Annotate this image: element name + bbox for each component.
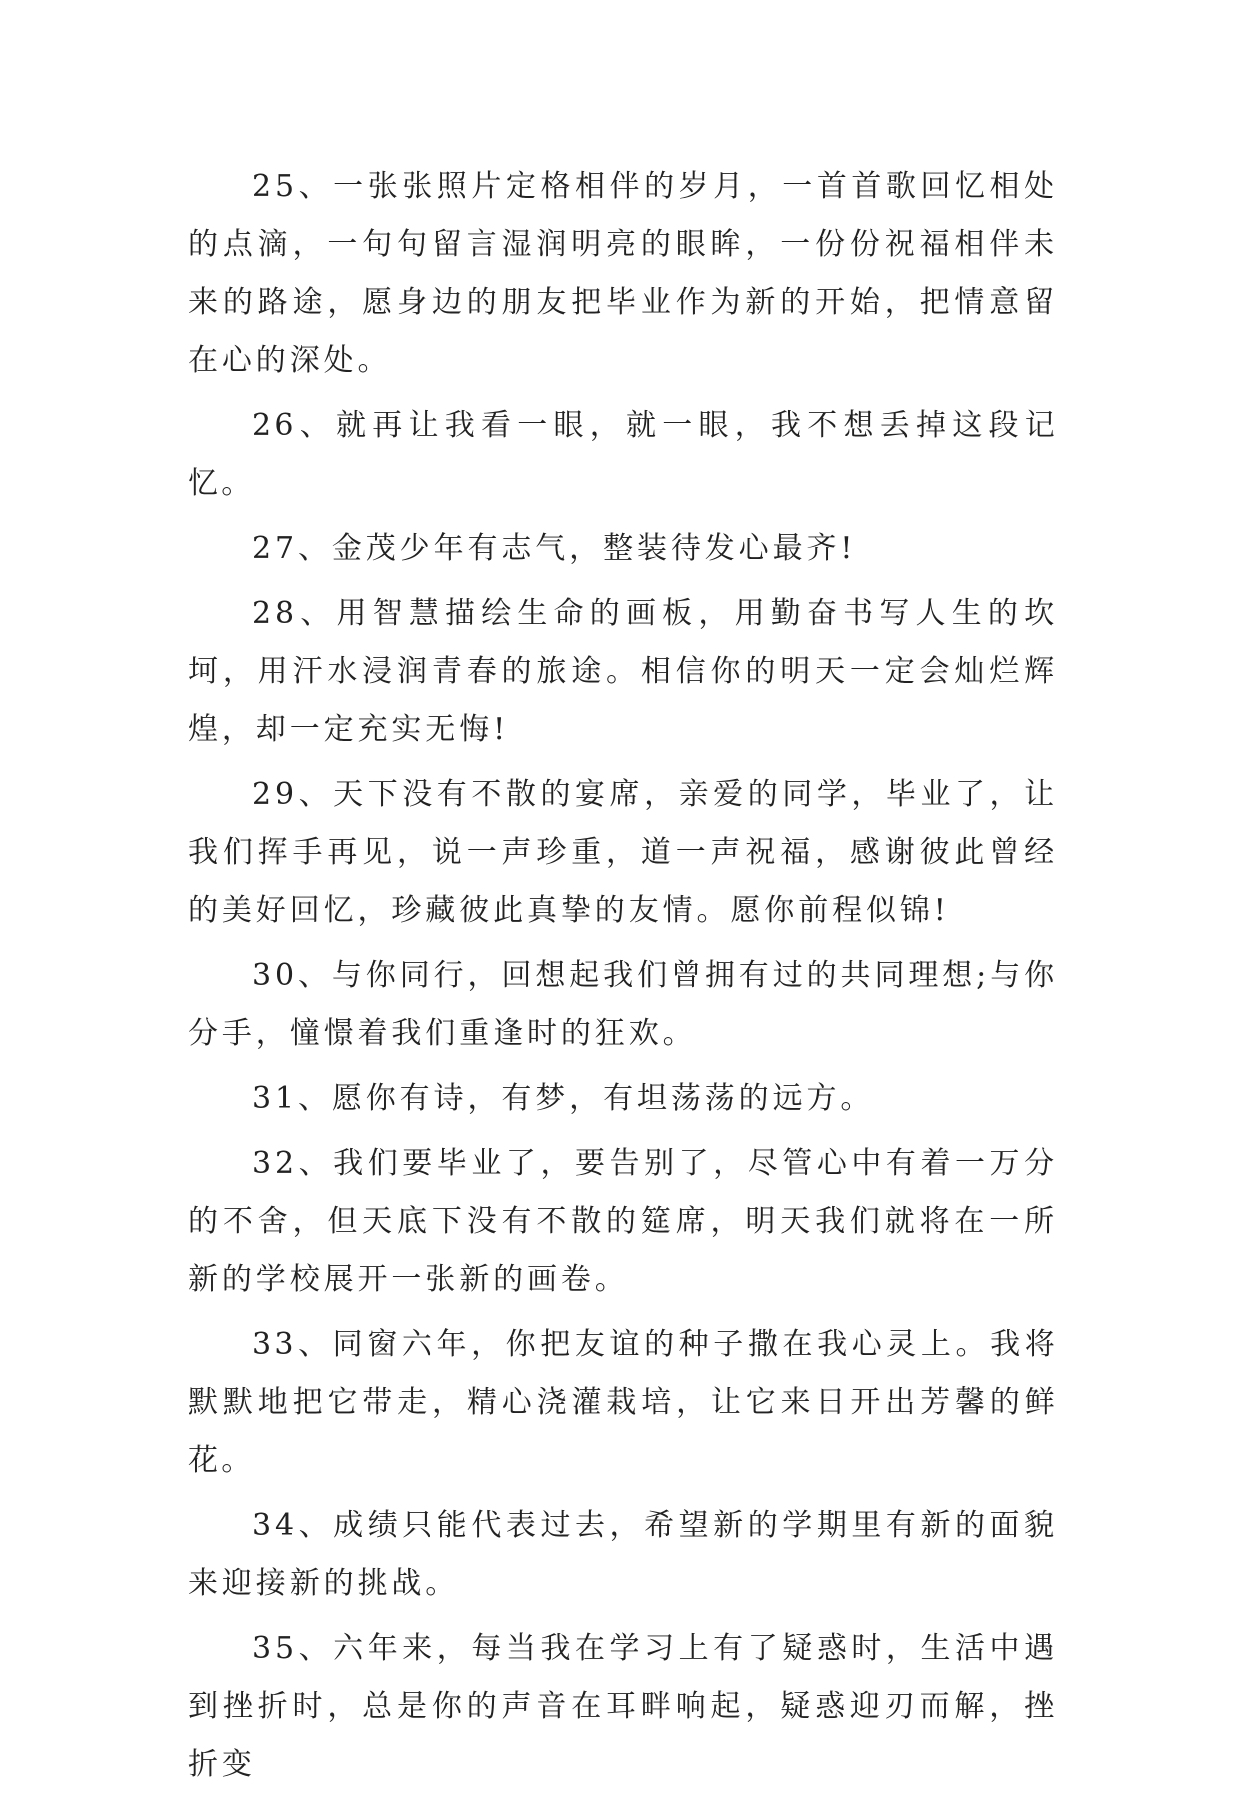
paragraph-27: 27、金茂少年有志气，整装待发心最齐!	[252, 531, 857, 566]
paragraph-30: 30、与你同行，回想起我们曾拥有过的共同理想;与你分手，憧憬着我们重逢时的狂欢。	[188, 958, 1058, 1051]
paragraph-29: 29、天下没有不散的宴席，亲爱的同学，毕业了，让我们挥手再见，说一声珍重，道一声祝福，感谢彼此曾经的美好回忆，珍藏彼此真挚的友情。愿你前程似锦!	[188, 777, 1058, 928]
paragraph-28: 28、用智慧描绘生命的画板，用勤奋书写人生的坎坷，用汗水浸润青春的旅途。相信你的明天一定会灿烂辉煌，却一定充实无悔!	[188, 596, 1058, 747]
paragraph-35: 35、六年来，每当我在学习上有了疑惑时，生活中遇到挫折时，总是你的声音在耳畔响起，疑惑迎刃而解，挫折变	[188, 1631, 1058, 1782]
paragraph-34: 34、成绩只能代表过去，希望新的学期里有新的面貌来迎接新的挑战。	[188, 1508, 1058, 1601]
paragraph-26: 26、就再让我看一眼，就一眼，我不想丢掉这段记忆。	[188, 408, 1058, 501]
paragraph-25: 25、一张张照片定格相伴的岁月，一首首歌回忆相处的点滴，一句句留言湿润明亮的眼眸，一份份祝福相伴未来的路途，愿身边的朋友把毕业作为新的开始，把情意留在心的深处。	[188, 169, 1058, 378]
document-page	[188, 158, 1058, 1801]
paragraph-31: 31、愿你有诗，有梦，有坦荡荡的远方。	[252, 1081, 875, 1116]
paragraph-32: 32、我们要毕业了，要告别了，尽管心中有着一万分的不舍，但天底下没有不散的筵席，明天我们就将在一所新的学校展开一张新的画卷。	[188, 1146, 1058, 1297]
paragraph-33: 33、同窗六年，你把友谊的种子撒在我心灵上。我将默默地把它带走，精心浇灌栽培，让它来日开出芳馨的鲜花。	[188, 1327, 1058, 1478]
